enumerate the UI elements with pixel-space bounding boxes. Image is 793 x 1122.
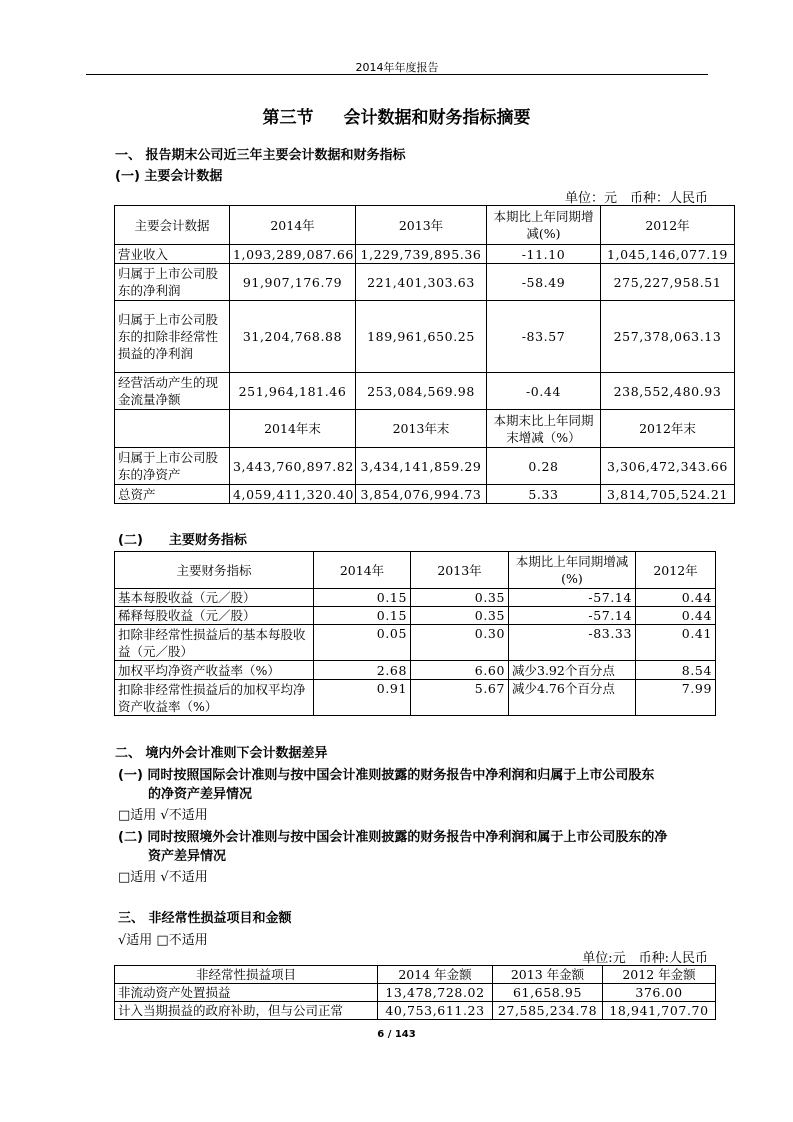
cell: 221,401,303.63 [356, 264, 487, 301]
cell: 275,227,958.51 [601, 264, 735, 301]
table-header-row [115, 966, 716, 984]
cell: 0.41 [636, 625, 716, 661]
table-row [115, 625, 716, 661]
cell: 1,045,146,077.19 [601, 245, 735, 264]
header-cell: 2012年 [636, 552, 716, 589]
table-row [115, 1002, 716, 1020]
cell: 减少4.76个百分点 [509, 680, 636, 716]
table-row [115, 680, 716, 716]
header-cell: 2014年末 [230, 410, 356, 448]
cell: -57.14 [509, 607, 636, 625]
cell: 3,434,141,859.29 [356, 448, 487, 485]
cell: 61,658.95 [493, 984, 603, 1002]
section-title [0, 103, 793, 128]
cell: 7.99 [636, 680, 716, 716]
table-header-row [115, 410, 735, 448]
cell: 0.44 [636, 589, 716, 607]
header-cell: 2014 年金额 [378, 966, 493, 984]
subheading-1: (一) 主要会计数据 [115, 169, 223, 184]
row-label: 营业收入 [115, 245, 230, 264]
cell: 0.91 [314, 680, 411, 716]
cell: 2.68 [314, 661, 411, 680]
table-row [115, 373, 735, 410]
cell: 91,907,176.79 [230, 264, 356, 301]
cell: -11.10 [487, 245, 601, 264]
cell: -83.57 [487, 301, 601, 373]
key-financial-indicators-table [114, 551, 716, 716]
cell: 13,478,728.02 [378, 984, 493, 1002]
cell: 3,854,076,994.73 [356, 485, 487, 504]
question-2-line-2: 资产差异情况 [148, 849, 227, 864]
cell: 4,059,411,320.40 [230, 485, 356, 504]
section-name: 会计数据和财务指标摘要 [343, 108, 531, 128]
cell: 6.60 [411, 661, 509, 680]
cell: 8.54 [636, 661, 716, 680]
section-number: 第三节 [262, 108, 314, 128]
header-cell: 主要会计数据 [115, 206, 230, 245]
header-cell: 本期比上年同期增减(%) [509, 552, 636, 589]
header-cell: 本期比上年同期增减(%) [487, 206, 601, 245]
row-label: 稀释每股收益（元／股） [115, 607, 314, 625]
row-label: 加权平均净资产收益率（%） [115, 661, 314, 680]
heading-3: 三、 非经常性损益项目和金额 [118, 911, 292, 926]
table-header-row [115, 206, 735, 245]
non-recurring-items-table [114, 965, 716, 1020]
page-number: 6 / 143 [377, 1029, 416, 1040]
row-label: 计入当期损益的政府补助，但与公司正常 [115, 1002, 378, 1020]
cell: 3,443,760,897.82 [230, 448, 356, 485]
question-1-line-1: (一) 同时按照国际会计准则与按中国会计准则披露的财务报告中净利润和归属于上市公司股东 [118, 768, 655, 783]
question-1-line-2: 的净资产差异情况 [148, 787, 253, 802]
cell: 0.28 [487, 448, 601, 485]
table-row [115, 301, 735, 373]
cell: 376.00 [603, 984, 716, 1002]
cell: 0.15 [314, 589, 411, 607]
cell: 1,093,289,087.66 [230, 245, 356, 264]
header-cell: 2014年 [230, 206, 356, 245]
header-cell: 2013年末 [356, 410, 487, 448]
table-row [115, 607, 716, 625]
row-label: 归属于上市公司股东的净资产 [115, 448, 230, 485]
table-row [115, 264, 735, 301]
cell: 253,084,569.98 [356, 373, 487, 410]
cell: 40,753,611.23 [378, 1002, 493, 1020]
row-label: 基本每股收益（元／股） [115, 589, 314, 607]
cell: -58.49 [487, 264, 601, 301]
cell: 189,961,650.25 [356, 301, 487, 373]
table-header-row [115, 552, 716, 589]
cell: 1,229,739,895.36 [356, 245, 487, 264]
row-label: 总资产 [115, 485, 230, 504]
header-cell: 本期末比上年同期末增减（%） [487, 410, 601, 448]
row-label: 归属于上市公司股东的扣除非经常性损益的净利润 [115, 301, 230, 373]
unit-note-2: 单位:元 币种:人民币 [582, 951, 708, 966]
header-cell: 2012 年金额 [603, 966, 716, 984]
running-header: 2014年年度报告 [355, 61, 439, 74]
heading-2: 二、 境内外会计准则下会计数据差异 [115, 746, 328, 761]
cell: -57.14 [509, 589, 636, 607]
cell: 0.35 [411, 607, 509, 625]
row-label: 扣除非经常性损益后的加权平均净资产收益率（%） [115, 680, 314, 716]
table-row [115, 589, 716, 607]
header-cell: 2012年末 [601, 410, 735, 448]
row-label: 归属于上市公司股东的净利润 [115, 264, 230, 301]
header-rule [86, 74, 708, 75]
section-3-answer: √适用 □不适用 [118, 933, 208, 948]
cell: 3,814,705,524.21 [601, 485, 735, 504]
cell: 0.30 [411, 625, 509, 661]
cell: -83.33 [509, 625, 636, 661]
cell: 238,552,480.93 [601, 373, 735, 410]
row-label: 扣除非经常性损益后的基本每股收益（元／股） [115, 625, 314, 661]
key-accounting-data-table [114, 205, 735, 504]
cell: 31,204,768.88 [230, 301, 356, 373]
table-row [115, 245, 735, 264]
header-cell: 2013年 [411, 552, 509, 589]
cell: 5.33 [487, 485, 601, 504]
table-row [115, 448, 735, 485]
header-cell: 主要财务指标 [115, 552, 314, 589]
row-label: 非流动资产处置损益 [115, 984, 378, 1002]
question-1-answer: □适用 √不适用 [118, 808, 208, 823]
table-row [115, 661, 716, 680]
cell: 0.15 [314, 607, 411, 625]
question-2-line-1: (二) 同时按照境外会计准则与按中国会计准则披露的财务报告中净利润和属于上市公司股东的净 [118, 830, 668, 845]
cell: 27,585,234.78 [493, 1002, 603, 1020]
question-2-answer: □适用 √不适用 [118, 870, 208, 885]
heading-1: 一、 报告期末公司近三年主要会计数据和财务指标 [115, 148, 406, 163]
subheading-2: (二) 主要财务指标 [118, 533, 247, 548]
header-cell: 2014年 [314, 552, 411, 589]
header-cell: 2012年 [601, 206, 735, 245]
header-cell: 非经常性损益项目 [115, 966, 378, 984]
header-cell [115, 410, 230, 448]
header-cell: 2013年 [356, 206, 487, 245]
cell: 18,941,707.70 [603, 1002, 716, 1020]
table-row [115, 984, 716, 1002]
unit-note-1: 单位：元 币种：人民币 [564, 191, 708, 206]
cell: 3,306,472,343.66 [601, 448, 735, 485]
header-cell: 2013 年金额 [493, 966, 603, 984]
table-row [115, 485, 735, 504]
row-label: 经营活动产生的现金流量净额 [115, 373, 230, 410]
cell: 257,378,063.13 [601, 301, 735, 373]
cell: 0.05 [314, 625, 411, 661]
cell: 0.35 [411, 589, 509, 607]
cell: 0.44 [636, 607, 716, 625]
cell: 251,964,181.46 [230, 373, 356, 410]
cell: 减少3.92个百分点 [509, 661, 636, 680]
cell: 5.67 [411, 680, 509, 716]
cell: -0.44 [487, 373, 601, 410]
